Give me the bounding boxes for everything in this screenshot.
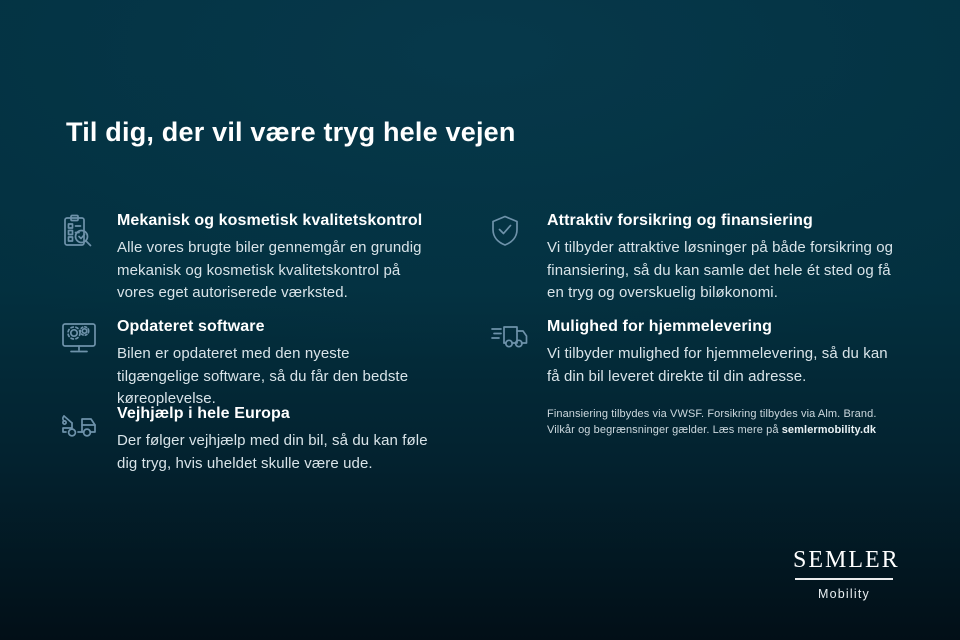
tow-truck-icon <box>60 405 100 443</box>
clipboard-check-icon <box>60 212 100 250</box>
legal-fine-print <box>547 407 877 438</box>
feature-title: Attraktiv forsikring og finansiering <box>547 212 813 229</box>
software-monitor-icon <box>60 318 100 356</box>
feature-updated-software <box>60 318 432 411</box>
feature-home-delivery <box>490 318 905 388</box>
feature-text <box>547 212 899 305</box>
fine-print-line2-text: Vilkår og begrænsninger gælder. Læs mere på <box>547 423 782 436</box>
feature-text <box>117 405 440 475</box>
feature-text <box>117 212 432 305</box>
logo-brand-text: SEMLER <box>793 547 900 573</box>
page-title: Til dig, der vil være tryg hele vejen <box>66 117 516 147</box>
feature-title: Mulighed for hjemmelevering <box>547 318 772 335</box>
feature-title: Mekanisk og kosmetisk kvalitetskontrol <box>117 212 423 229</box>
logo-division-text: Mobility <box>818 587 870 601</box>
feature-roadside-assistance <box>60 405 440 475</box>
fine-print-line2 <box>547 423 877 439</box>
feature-body: Vi tilbyder attraktive løsninger på både forsikring og finansiering, så du kan samle det hele ét sted og få en tryg og overskuelig biløkonomi. <box>547 239 894 301</box>
delivery-truck-icon <box>490 318 530 354</box>
feature-body: Alle vores brugte biler gennemgår en grundig mekanisk og kosmetisk kvalitetskontrol på vores eget autoriserede værksted. <box>117 239 422 301</box>
semler-mobility-logo <box>793 545 900 601</box>
shield-check-icon <box>490 212 530 248</box>
feature-body: Der følger vejhjælp med din bil, så du kan føle dig tryg, hvis uheldet skulle være ude. <box>117 432 428 472</box>
feature-title: Vejhjælp i hele Europa <box>117 405 290 422</box>
feature-insurance-financing <box>490 212 905 305</box>
fine-print-line1: Finansiering tilbydes via VWSF. Forsikring tilbydes via Alm. Brand. <box>547 408 877 420</box>
semlermobility-link[interactable]: semlermobility.dk <box>781 423 877 436</box>
feature-text <box>547 318 899 388</box>
feature-quality-control <box>60 212 432 305</box>
logo-divider <box>795 578 893 580</box>
feature-body: Bilen er opdateret med den nyeste tilgængelige software, så du får den bedste køreoplevelse. <box>117 345 409 407</box>
feature-body: Vi tilbyder mulighed for hjemmelevering, så du kan få din bil leveret direkte til din adresse. <box>547 345 888 385</box>
feature-title: Opdateret software <box>117 318 265 335</box>
feature-text <box>117 318 432 411</box>
